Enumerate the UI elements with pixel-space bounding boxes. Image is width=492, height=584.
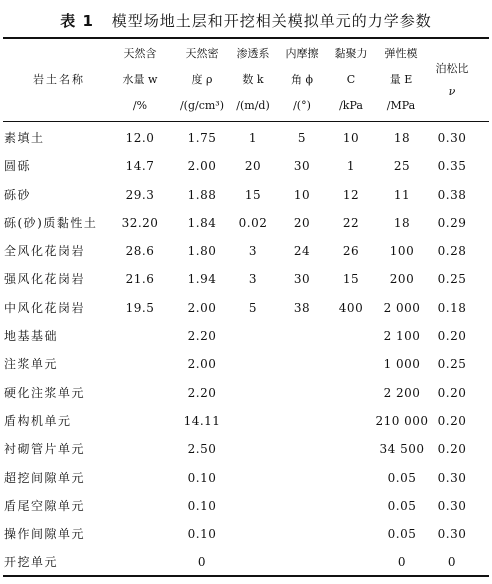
cell-water: [114, 435, 166, 463]
cell-density: 2.20: [187, 329, 217, 344]
cell-perm: [228, 435, 278, 463]
cell-friction: 30: [293, 272, 311, 287]
table-row: [0, 265, 492, 293]
header-perm-line2: 数 k: [242, 73, 264, 86]
cell-perm: [228, 379, 278, 407]
cell-poisson: 0.35: [437, 159, 467, 174]
table-row: [0, 152, 492, 180]
cell-cohesion: [326, 464, 376, 492]
table-row: [0, 407, 492, 435]
header-friction: [278, 41, 326, 119]
header-perm-line3: /(m/d): [236, 99, 270, 112]
cell-name: 强风化花岗岩: [4, 272, 86, 287]
cell-density: 2.00: [187, 159, 217, 174]
cell-water: 29.3: [125, 187, 155, 202]
cell-perm: 0.02: [238, 215, 268, 230]
table-row: [0, 294, 492, 322]
cell-water: 32.20: [121, 215, 159, 230]
cell-water: [114, 520, 166, 548]
cell-water: 19.5: [125, 300, 155, 315]
header-poisson-line1: 泊松比: [435, 62, 469, 75]
cell-friction: [278, 464, 326, 492]
cell-modulus: 0: [397, 555, 407, 570]
cell-density: 1.94: [187, 272, 217, 287]
cell-name: 衬砌管片单元: [4, 442, 86, 457]
top-rule: [3, 37, 489, 39]
cell-poisson: 0.30: [437, 498, 467, 513]
cell-perm: [228, 350, 278, 378]
header-name-text: 岩土名称: [33, 73, 85, 86]
cell-perm: [228, 520, 278, 548]
cell-modulus: 18: [393, 215, 411, 230]
header-water-line2: 水量 w: [122, 73, 158, 86]
table-row: [0, 435, 492, 463]
table-row: [0, 237, 492, 265]
cell-poisson: 0.20: [437, 329, 467, 344]
cell-poisson: 0.29: [437, 215, 467, 230]
cell-name: 中风化花岗岩: [4, 300, 86, 315]
cell-name: 砾砂: [4, 187, 32, 202]
cell-poisson: 0: [447, 555, 457, 570]
header-perm-line1: 渗透系: [236, 47, 270, 60]
header-rule: [3, 121, 489, 122]
cell-perm: 3: [248, 244, 258, 259]
cell-poisson: 0.18: [437, 300, 467, 315]
table-title: 模型场地土层和开挖相关模拟单元的力学参数: [111, 12, 432, 30]
header-name: [4, 41, 114, 119]
header-poisson: [426, 41, 478, 119]
cell-density: 0.10: [187, 470, 217, 485]
header-modulus-line2: 量 E: [389, 73, 413, 86]
cell-name: 开挖单元: [4, 555, 59, 570]
table-row: [0, 379, 492, 407]
header-cohesion-line2: C: [346, 73, 356, 86]
cell-poisson: 0.30: [437, 131, 467, 145]
cell-modulus: 34 500: [379, 442, 425, 457]
header-cohesion-line3: /kPa: [339, 99, 363, 112]
cell-name: 操作间隙单元: [4, 527, 86, 542]
cell-cohesion: 12: [342, 187, 360, 202]
cell-perm: [228, 464, 278, 492]
cell-modulus: 2 200: [383, 385, 421, 400]
cell-name: 素填土: [4, 131, 45, 145]
cell-poisson: 0.20: [437, 385, 467, 400]
cell-cohesion: [326, 548, 376, 576]
header-poisson-line2: ν: [448, 85, 456, 98]
cell-modulus: 2 000: [383, 300, 421, 315]
cell-name: 盾构机单元: [4, 413, 72, 428]
cell-name: 全风化花岗岩: [4, 244, 86, 259]
cell-name: 注浆单元: [4, 357, 59, 372]
cell-friction: 20: [293, 215, 311, 230]
cell-density: 2.00: [187, 300, 217, 315]
cell-cohesion: 400: [338, 300, 364, 315]
header-modulus-line3: /MPa: [386, 99, 416, 112]
cell-friction: [278, 407, 326, 435]
cell-friction: [278, 492, 326, 520]
cell-name: 圆砾: [4, 159, 32, 174]
cell-cohesion: 10: [342, 131, 360, 145]
cell-density: 0.10: [187, 527, 217, 542]
cell-friction: 38: [293, 300, 311, 315]
cell-water: [114, 379, 166, 407]
cell-modulus: 210 000: [375, 413, 429, 428]
cell-modulus: 2 100: [383, 329, 421, 344]
cell-cohesion: 1: [346, 159, 356, 174]
cell-poisson: 0.30: [437, 527, 467, 542]
cell-perm: 1: [248, 131, 258, 145]
cell-density: 2.20: [187, 385, 217, 400]
cell-modulus: 18: [393, 131, 411, 145]
header-friction-line1: 内摩擦: [285, 47, 319, 60]
cell-friction: [278, 548, 326, 576]
table-row: [0, 181, 492, 209]
cell-water: 12.0: [125, 131, 155, 145]
cell-poisson: 0.20: [437, 442, 467, 457]
cell-perm: 5: [248, 300, 258, 315]
cell-friction: 5: [297, 131, 307, 145]
cell-water: [114, 492, 166, 520]
cell-cohesion: [326, 322, 376, 350]
cell-modulus: 100: [389, 244, 415, 259]
cell-modulus: 0.05: [387, 527, 417, 542]
cell-water: 28.6: [125, 244, 155, 259]
header-water-line3: /%: [132, 99, 148, 112]
cell-water: [114, 407, 166, 435]
header-water: [114, 41, 166, 119]
cell-poisson: 0.20: [437, 413, 467, 428]
table-label: 表 1: [60, 12, 94, 30]
cell-friction: [278, 435, 326, 463]
cell-cohesion: [326, 350, 376, 378]
cell-cohesion: [326, 407, 376, 435]
table-row: [0, 350, 492, 378]
cell-density: 1.88: [187, 187, 217, 202]
cell-water: 21.6: [125, 272, 155, 287]
cell-modulus: 0.05: [387, 470, 417, 485]
table-row: [0, 492, 492, 520]
cell-water: [114, 350, 166, 378]
cell-density: 2.50: [187, 442, 217, 457]
cell-modulus: 200: [389, 272, 415, 287]
cell-modulus: 25: [393, 159, 411, 174]
table-row: [0, 520, 492, 548]
header-cohesion-line1: 黏聚力: [334, 47, 368, 60]
cell-perm: 15: [244, 187, 262, 202]
cell-density: 0: [197, 555, 207, 570]
table-row: [0, 322, 492, 350]
cell-water: [114, 548, 166, 576]
header-perm: [228, 41, 278, 119]
header-water-line1: 天然含: [123, 47, 157, 60]
cell-friction: 10: [293, 187, 311, 202]
cell-perm: [228, 407, 278, 435]
cell-cohesion: 22: [342, 215, 360, 230]
cell-poisson: 0.30: [437, 470, 467, 485]
cell-friction: [278, 379, 326, 407]
header-friction-line2: 角 ϕ: [291, 73, 313, 86]
table-row: [0, 548, 492, 576]
cell-cohesion: [326, 435, 376, 463]
cell-water: 14.7: [125, 159, 155, 174]
cell-density: 1.75: [187, 131, 217, 145]
cell-cohesion: [326, 492, 376, 520]
table-row: [0, 464, 492, 492]
cell-poisson: 0.38: [437, 187, 467, 202]
table-caption: [0, 10, 492, 31]
header-modulus-line1: 弹性模: [384, 47, 418, 60]
cell-density: 0.10: [187, 498, 217, 513]
cell-cohesion: 15: [342, 272, 360, 287]
cell-name: 超挖间隙单元: [4, 470, 86, 485]
header-density-line3: /(g/cm³): [179, 99, 225, 112]
cell-cohesion: 26: [342, 244, 360, 259]
cell-perm: [228, 492, 278, 520]
cell-name: 地基基础: [4, 329, 59, 344]
cell-name: 盾尾空隙单元: [4, 498, 86, 513]
header-friction-line3: /(°): [293, 99, 311, 112]
cell-modulus: 0.05: [387, 498, 417, 513]
table-body: [0, 124, 492, 577]
header-density-line2: 度 ρ: [191, 73, 213, 86]
cell-poisson: 0.25: [437, 357, 467, 372]
cell-perm: 3: [248, 272, 258, 287]
cell-friction: [278, 350, 326, 378]
table-row: [0, 209, 492, 237]
cell-perm: 20: [244, 159, 262, 174]
cell-perm: [228, 548, 278, 576]
table-row: [0, 124, 492, 152]
cell-modulus: 11: [393, 187, 411, 202]
cell-modulus: 1 000: [383, 357, 421, 372]
cell-friction: 30: [293, 159, 311, 174]
cell-cohesion: [326, 379, 376, 407]
header-cohesion: [326, 41, 376, 119]
cell-water: [114, 322, 166, 350]
cell-perm: [228, 322, 278, 350]
cell-water: [114, 464, 166, 492]
cell-poisson: 0.28: [437, 244, 467, 259]
cell-name: 砾(砂)质黏性土: [4, 215, 98, 230]
cell-density: 1.84: [187, 215, 217, 230]
header-density-line1: 天然密: [185, 47, 219, 60]
cell-poisson: 0.25: [437, 272, 467, 287]
cell-friction: [278, 520, 326, 548]
cell-friction: 24: [293, 244, 311, 259]
header-modulus: [376, 41, 426, 119]
cell-density: 2.00: [187, 357, 217, 372]
cell-name: 硬化注浆单元: [4, 385, 86, 400]
cell-cohesion: [326, 520, 376, 548]
cell-friction: [278, 322, 326, 350]
bottom-rule: [3, 575, 489, 577]
cell-density: 14.11: [183, 413, 221, 428]
cell-density: 1.80: [187, 244, 217, 259]
